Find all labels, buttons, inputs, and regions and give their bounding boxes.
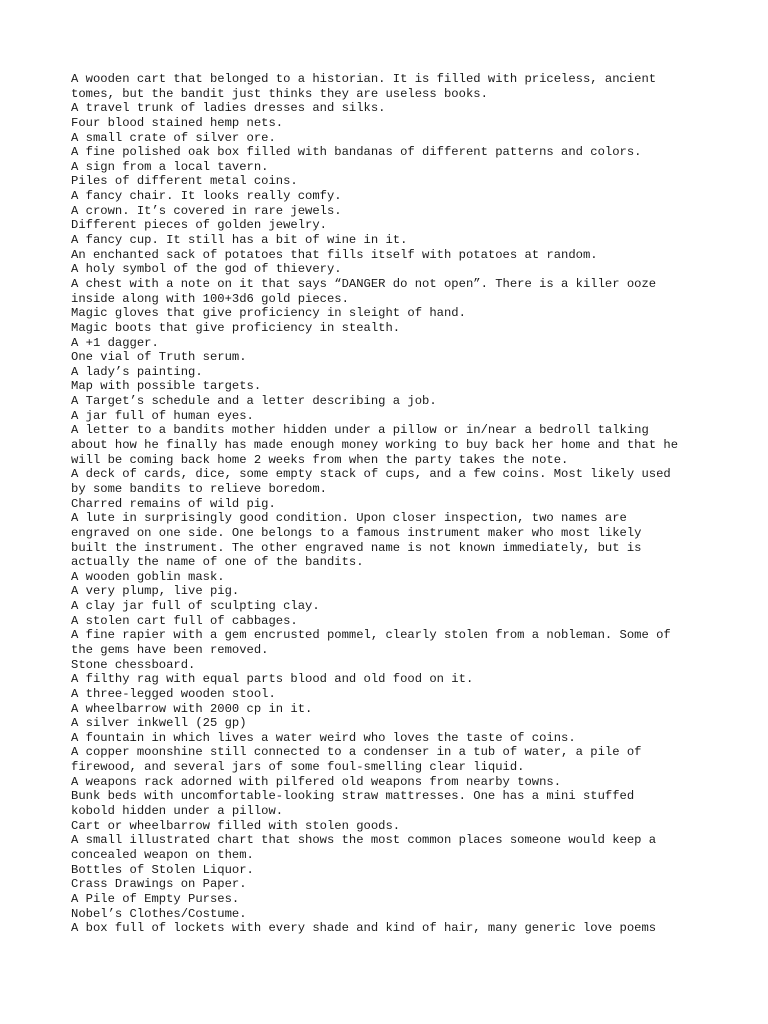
text-line: Piles of different metal coins. — [71, 174, 298, 189]
text-line: A lute in surprisingly good condition. Upon closer inspection, two names are — [71, 511, 627, 526]
text-line: A holy symbol of the god of thievery. — [71, 262, 342, 277]
text-line: the gems have been removed. — [71, 642, 269, 657]
text-line: Crass Drawings on Paper. — [71, 877, 247, 892]
text-line: A copper moonshine still connected to a condenser in a tub of water, a pile of — [71, 745, 642, 760]
text-line: A filthy rag with equal parts blood and old food on it. — [71, 672, 474, 687]
text-line: A deck of cards, dice, some empty stack of cups, and a few coins. Most likely used — [71, 467, 671, 482]
text-line: A travel trunk of ladies dresses and silks. — [71, 101, 386, 116]
text-line: about how he finally has made enough money working to buy back her home and that he — [71, 438, 679, 453]
text-line: A wheelbarrow with 2000 cp in it. — [71, 701, 313, 716]
text-line: Magic boots that give proficiency in stealth. — [71, 320, 401, 335]
text-line: A fancy chair. It looks really comfy. — [71, 189, 342, 204]
text-line: concealed weapon on them. — [71, 847, 254, 862]
text-line: Nobel’s Clothes/Costume. — [71, 906, 247, 921]
text-line: will be coming back home 2 weeks from when the party takes the note. — [71, 452, 569, 467]
text-line: A jar full of human eyes. — [71, 408, 254, 423]
text-line: A silver inkwell (25 gp) — [71, 716, 247, 731]
text-line: inside along with 100+3d6 gold pieces. — [71, 291, 349, 306]
text-line: A Target’s schedule and a letter describing a job. — [71, 394, 437, 409]
text-line: Different pieces of golden jewelry. — [71, 218, 327, 233]
text-line: A sign from a local tavern. — [71, 159, 269, 174]
text-line: A lady’s painting. — [71, 364, 203, 379]
text-line: Stone chessboard. — [71, 657, 196, 672]
text-line: A chest with a note on it that says “DANGER do not open”. There is a killer ooze — [71, 276, 657, 291]
text-line: Cart or wheelbarrow filled with stolen goods. — [71, 818, 401, 833]
text-line: A very plump, live pig. — [71, 584, 240, 599]
text-line: A wooden goblin mask. — [71, 569, 225, 584]
text-line: A fine rapier with a gem encrusted pommel, clearly stolen from a nobleman. Some of — [71, 628, 671, 643]
text-line: actually the name of one of the bandits. — [71, 555, 364, 570]
text-line: A crown. It’s covered in rare jewels. — [71, 203, 342, 218]
text-line: Bottles of Stolen Liquor. — [71, 862, 254, 877]
document-page — [71, 72, 711, 936]
text-line: A stolen cart full of cabbages. — [71, 613, 298, 628]
text-line: A fine polished oak box filled with bandanas of different patterns and colors. — [71, 145, 642, 160]
text-line: engraved on one side. One belongs to a famous instrument maker who most likely — [71, 525, 642, 540]
text-line: A box full of lockets with every shade and kind of hair, many generic love poems — [71, 921, 657, 936]
text-line: One vial of Truth serum. — [71, 350, 247, 365]
text-line: A wooden cart that belonged to a historian. It is filled with priceless, ancient — [71, 72, 657, 86]
text-line: A clay jar full of sculpting clay. — [71, 599, 320, 614]
text-line: An enchanted sack of potatoes that fills itself with potatoes at random. — [71, 247, 598, 262]
text-line: by some bandits to relieve boredom. — [71, 481, 327, 496]
text-line: A Pile of Empty Purses. — [71, 891, 240, 906]
text-line: A letter to a bandits mother hidden under a pillow or in/near a bedroll talking — [71, 423, 649, 438]
text-line: A +1 dagger. — [71, 335, 159, 350]
text-line: A fountain in which lives a water weird who loves the taste of coins. — [71, 730, 576, 745]
text-line: tomes, but the bandit just thinks they are useless books. — [71, 86, 488, 101]
text-line: Charred remains of wild pig. — [71, 496, 276, 511]
text-line: Four blood stained hemp nets. — [71, 115, 284, 130]
text-line: Bunk beds with uncomfortable-looking straw mattresses. One has a mini stuffed — [71, 789, 635, 804]
text-line: Magic gloves that give proficiency in sleight of hand. — [71, 306, 466, 321]
text-line: kobold hidden under a pillow. — [71, 804, 284, 819]
text-line: Map with possible targets. — [71, 379, 262, 394]
text-line: firewood, and several jars of some foul-smelling clear liquid. — [71, 760, 525, 775]
text-line: A three-legged wooden stool. — [71, 686, 276, 701]
text-line: A fancy cup. It still has a bit of wine in it. — [71, 233, 408, 248]
text-line: A small illustrated chart that shows the most common places someone would keep a — [71, 833, 657, 848]
text-line: built the instrument. The other engraved name is not known immediately, but is — [71, 540, 642, 555]
text-line: A weapons rack adorned with pilfered old weapons from nearby towns. — [71, 774, 562, 789]
text-line: A small crate of silver ore. — [71, 130, 276, 145]
